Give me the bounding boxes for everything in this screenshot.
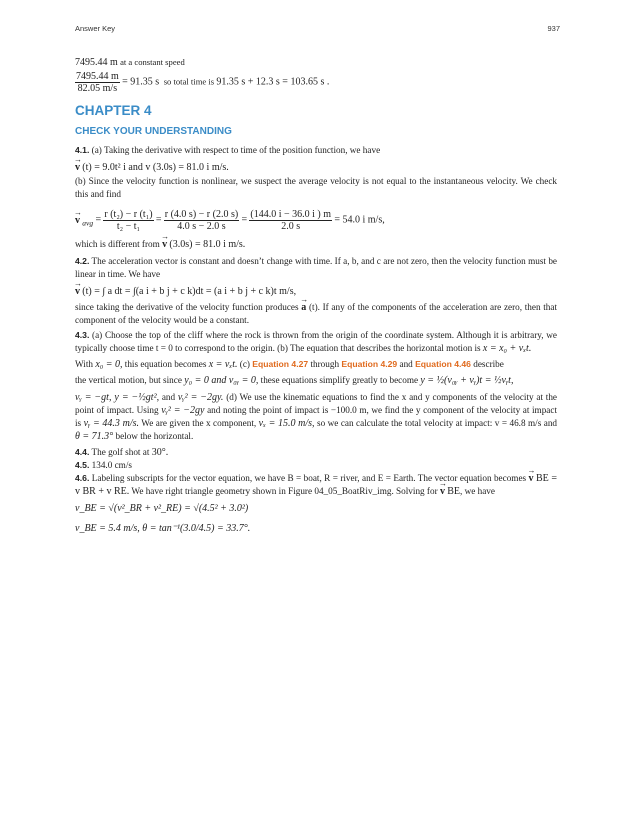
- avg-fraction-3-numerator: (144.0 i − 36.0 i ) m: [250, 209, 332, 220]
- y0-equation: y₀ = 0 and v₀ᵧ = 0,: [184, 375, 259, 386]
- answer-4-3-eq-9: θ = 71.3°: [75, 431, 114, 442]
- answer-number: 4.6.: [75, 473, 90, 483]
- avg-fraction-2-numerator: r (4.0 s) − r (2.0 s): [164, 209, 239, 220]
- answer-4-3-eq-6: vᵧ² = −2gy: [161, 405, 205, 416]
- chapter-title: CHAPTER 4: [75, 103, 152, 118]
- velocity-vector: [75, 162, 80, 173]
- answer-4-2-text-2: since taking the derivative of the velocity function produces: [75, 302, 299, 312]
- answer-4-3-eq-1: x = x₀ + vₓt.: [482, 343, 532, 354]
- answer-4-6: 4.6. Labeling subscripts for the vector equation, we have B = boat, R = river, and E = Earth. The vector equation becomes → v BE = v BR + v RE. We have right triangle geometry shown in Figure 04_05_BoatRiv_img. Solving for → v BE, we have: [75, 472, 557, 498]
- part-d-text-2: and noting the point of impact is −100.0 m, we find the y component of the velocity at impact is: [75, 405, 558, 428]
- vertical-motion-text: the vertical motion, but since: [75, 375, 182, 385]
- average-velocity-equation: → v $_{avg}$ = $\frac{\text{r (t₂) − r (t₁)}}{\text{t₂ − t₁}}$ = $\frac{r (4.0 s) - r (2.0 s)}{4.0 s - 2.0 s}$ = $\frac{(144.0 i - 36.0 i ) m}{2.0 s}$ = 54.0 i m/s,: [75, 209, 557, 232]
- answer-4-2-text-1: The acceleration vector is constant and doesn’t change with time. If a, b, and c are not zero, then the velocity function must be linear in time. We have: [75, 256, 557, 279]
- answer-4-1-equation-line: [75, 161, 557, 174]
- answer-4-3-line-2: [75, 358, 557, 371]
- running-header-left: Answer Key: [75, 24, 116, 33]
- and-text-2: and: [161, 392, 176, 402]
- average-velocity-symbol: → v: [75, 215, 80, 226]
- answer-4-3-text-1: (a) Choose the top of the cliff where the rock is thrown from the origin of the coordinate system. Although it is arbitrary, we typically choose time t = 0 to correspond to the origin. (b) The equation that describes the horizontal motion is: [75, 330, 558, 353]
- part-d-text-3: We are given the x component,: [141, 418, 257, 428]
- time-fraction: [75, 71, 120, 94]
- avg-fraction-1-numerator: r (t₂) − r (t₁): [104, 209, 153, 220]
- avg-fraction-1: [103, 209, 153, 232]
- time-result: = 91.35 s: [122, 76, 160, 88]
- answer-4-1: [75, 144, 557, 157]
- equation-link-4-46[interactable]: Equation 4.46: [415, 359, 471, 369]
- top-constant-speed: at a constant speed: [120, 57, 185, 67]
- avg-fraction-2: [164, 209, 239, 232]
- answer-number: 4.2.: [75, 256, 90, 266]
- total-time-text: so total time is: [163, 76, 215, 87]
- x0-equation: x₀ = 0,: [95, 359, 123, 370]
- page-number: 937: [547, 24, 560, 33]
- answer-number: 4.3.: [75, 330, 90, 340]
- answer-number: 4.1.: [75, 145, 90, 155]
- avg-result: = 54.0 i m/s,: [334, 214, 385, 226]
- equation-link-4-27[interactable]: Equation 4.27: [252, 359, 309, 369]
- answer-4-6-eq-2: v_BE = √(v²_BR + v²_RE) = √(4.5² + 3.0²): [75, 503, 249, 514]
- answer-4-2-rest: since taking the derivative of the velocity function produces → a (t). If any of the components of the acceleration are zero, then that component of the velocity would be a constant.: [75, 301, 557, 327]
- avg-fraction-1-denominator: t₂ − t₁: [116, 221, 141, 232]
- avg-fraction-2-denominator: 4.0 s − 2.0 s: [177, 221, 226, 232]
- answer-4-4-text: The golf shot at: [91, 447, 150, 457]
- answer-4-6-eq-3: v_BE = 5.4 m/s, θ = tan⁻¹(3.0/4.5) = 33.7°.: [75, 523, 251, 534]
- answer-4-5-text: 134.0 cm/s: [91, 460, 132, 470]
- answer-4-2-equation-line: → v (t) = ∫ a dt = ∫(a i + b j + c k)dt = (a i + b j + c k)t m/s,: [75, 285, 557, 298]
- answer-4-4: [75, 446, 557, 459]
- time-fraction-numerator: 7495.44 m: [76, 71, 119, 82]
- part-d-text-5: below the horizontal.: [115, 431, 194, 441]
- answer-4-6-eq-1: BE = v BR + v RE.: [75, 473, 558, 497]
- answer-4-3-eq-7: vᵧ = 44.3 m/s.: [83, 418, 139, 429]
- part-d-text-4: so we can calculate the total velocity at impact: v = 46.8 m/s and: [317, 418, 558, 428]
- answer-4-1-intro: (a) Taking the derivative with respect to time of the position function, we have: [91, 145, 381, 155]
- answer-4-3-eq-3: y = ½(v₀ᵧ + vᵧ)t = ½vᵧt,: [420, 375, 514, 386]
- becomes-text: this equation becomes: [124, 359, 207, 369]
- top-line-2: [75, 71, 557, 94]
- with-text: With: [75, 359, 94, 369]
- and-text: and: [399, 359, 413, 369]
- section-title: CHECK YOUR UNDERSTANDING: [75, 126, 232, 137]
- average-velocity-subscript: avg: [82, 218, 94, 228]
- answer-4-3-line-3: [75, 374, 557, 387]
- answer-4-3-eq-4: vᵧ = −gt, y = −½gt²,: [75, 392, 160, 403]
- through-text: through: [310, 359, 340, 369]
- answer-4-2-equation: (t) = ∫ a dt = ∫(a i + b j + c k)dt = (a i + b j + c k)t m/s,: [82, 286, 297, 297]
- answer-4-3-eq-8: vₓ = 15.0 m/s,: [258, 418, 315, 429]
- simplify-text: these equations simplify greatly to become: [260, 375, 419, 385]
- describe-text: describe: [473, 359, 504, 369]
- answer-4-1-equation: (t) = 9.0t² i and v (3.0s) = 81.0 i m/s.: [82, 162, 229, 173]
- top-distance: 7495.44 m: [75, 57, 118, 68]
- time-fraction-denominator: 82.05 m/s: [77, 83, 118, 94]
- answer-4-3-line-4: [75, 391, 557, 443]
- page-content: [75, 56, 557, 535]
- answer-4-1-diff-text: which is different from: [75, 239, 160, 249]
- answer-4-4-angle: 30°.: [151, 447, 169, 458]
- answer-4-3-eq-5: vᵧ² = −2gy.: [177, 392, 224, 403]
- answer-4-5: [75, 459, 557, 472]
- answer-number: 4.4.: [75, 447, 90, 457]
- answer-4-6-text-2: We have right triangle geometry shown in Figure 04_05_BoatRiv_img. Solving for: [131, 486, 438, 496]
- avg-fraction-3: [249, 209, 332, 232]
- answer-4-6-be: BE: [447, 486, 461, 497]
- answer-4-3-eq-2: x = vₓt.: [208, 359, 238, 370]
- avg-fraction-3-denominator: 2.0 s: [281, 221, 301, 232]
- part-c-label: (c): [239, 359, 250, 369]
- equation-link-4-29[interactable]: Equation 4.29: [341, 359, 398, 369]
- answer-4-3: [75, 329, 557, 355]
- answer-4-6-text-1: Labeling subscripts for the vector equation, we have B = boat, R = river, and E = Earth. The vector equation becomes: [91, 473, 527, 483]
- answer-4-6-text-3: , we have: [460, 486, 495, 496]
- part-d-text: (d) We use the kinematic equations to find the x and y components of the velocity at the point of impact. Using: [75, 392, 558, 415]
- answer-4-2-text-3: (t). If any of the components of the acceleration are zero, then that component of the velocity would be a constant.: [75, 302, 558, 325]
- answer-number: 4.5.: [75, 460, 90, 470]
- top-line-1: [75, 56, 557, 69]
- answer-4-1-diff-equation: (3.0s) = 81.0 i m/s.: [169, 239, 246, 250]
- total-time-equation: 91.35 s + 12.3 s = 103.65 s .: [216, 76, 330, 88]
- answer-4-1-diff-line: which is different from → v (3.0s) = 81.0 i m/s.: [75, 238, 557, 251]
- answer-4-2: [75, 255, 557, 281]
- answer-4-1-b: (b) Since the velocity function is nonlinear, we suspect the average velocity is not equal to the instantaneous velocity. We check this and find: [75, 176, 557, 199]
- vector-arrow-icon: → v: [75, 161, 80, 174]
